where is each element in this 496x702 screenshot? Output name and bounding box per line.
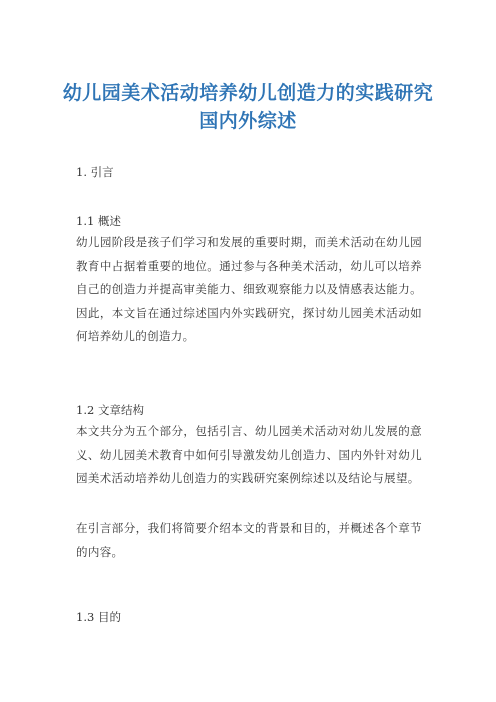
section-heading-purpose: 1.3 目的 — [76, 610, 121, 624]
structure-paragraph: 本文共分为五个部分，包括引言、幼儿园美术活动对幼儿发展的意义、幼儿园美术教育中如何引导激发幼儿创造力、国内外针对幼儿园美术活动培养幼儿创造力的实践研究案例综述以及结论与展望。 — [76, 424, 422, 485]
introduction-summary-paragraph: 在引言部分，我们将简要介绍本文的背景和目的，并概述各个章节的内容。 — [76, 521, 422, 559]
section-heading-structure: 1.2 文章结构 — [76, 403, 144, 417]
overview-paragraph: 幼儿园阶段是孩子们学习和发展的重要时期，而美术活动在幼儿园教育中占据着重要的地位。通过参与各种美术活动，幼儿可以培养自己的创造力并提高审美能力、细致观察能力以及情感表达能力。因此，本文旨在通过综述国内外实践研究，探讨幼儿园美术活动如何培养幼儿的创造力。 — [76, 235, 422, 343]
section-heading-overview: 1.1 概述 — [76, 214, 121, 228]
document-title: 幼儿园美术活动培养幼儿创造力的实践研究 国内外综述 — [62, 82, 434, 132]
section-heading-introduction: 1. 引言 — [76, 165, 114, 179]
